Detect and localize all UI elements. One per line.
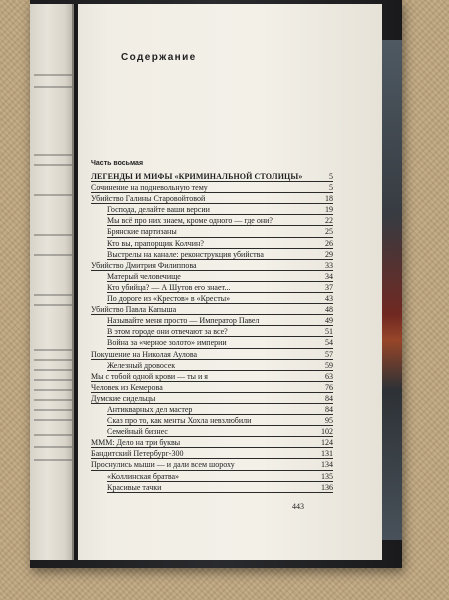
toc-entry-page: 57 bbox=[325, 349, 333, 359]
toc-entry-title: Железный дровосек bbox=[107, 360, 176, 370]
toc-entry-page: 43 bbox=[325, 294, 333, 304]
toc-page bbox=[78, 4, 382, 560]
toc-entry bbox=[91, 182, 333, 193]
toc-entry bbox=[91, 437, 333, 448]
toc-entry bbox=[91, 215, 333, 226]
toc-entry-title: Называйте меня просто — Император Павел bbox=[107, 316, 260, 326]
toc-entry-page: 76 bbox=[325, 382, 333, 392]
toc-entry-title: Убийство Павла Капыша bbox=[91, 305, 177, 315]
toc-entry-title: Кто убийца? — А Шутов его знает... bbox=[107, 282, 231, 292]
toc-entry bbox=[91, 304, 333, 315]
toc-entry-title: Мы всё про них знаем, кроме одного — где они? bbox=[107, 216, 273, 226]
toc-entry bbox=[91, 482, 333, 493]
contents-heading: Содержание bbox=[121, 52, 197, 63]
toc-entry-page: 34 bbox=[325, 271, 333, 281]
toc-entry-page: 48 bbox=[325, 305, 333, 315]
left-page-edge bbox=[30, 4, 74, 560]
toc-entry bbox=[91, 404, 333, 415]
toc-entry bbox=[91, 260, 333, 271]
toc-entry bbox=[91, 204, 333, 215]
toc-entry bbox=[91, 415, 333, 426]
toc-entry-title: Антикварных дел мастер bbox=[107, 404, 193, 414]
toc-entry-page: 134 bbox=[321, 460, 333, 470]
toc-entry-title: Война за «черное золото» империи bbox=[107, 338, 227, 348]
toc-entry-title: В этом городе они отвечают за все? bbox=[107, 327, 228, 337]
toc-entry-page: 5 bbox=[329, 183, 333, 193]
toc-entry-title: МММ: Дело на три буквы bbox=[91, 438, 181, 448]
toc-entry-title: Кто вы, прапорщик Колчин? bbox=[107, 238, 204, 248]
toc-entry-page: 5 bbox=[329, 172, 333, 181]
toc-entry-page: 95 bbox=[325, 416, 333, 426]
toc-entry-title: Покушение на Николая Аулова bbox=[91, 349, 198, 359]
toc-entry-page: 22 bbox=[325, 216, 333, 226]
toc-entry-title: Человек из Кемерова bbox=[91, 382, 163, 392]
toc-entry-title: Господа, делайте ваши версии bbox=[107, 205, 210, 215]
toc-entry-title: ЛЕГЕНДЫ И МИФЫ «КРИМИНАЛЬНОЙ СТОЛИЦЫ» bbox=[91, 172, 303, 181]
toc-entry-page: 29 bbox=[325, 249, 333, 259]
toc-entry bbox=[91, 337, 333, 348]
toc-entry-title: Убийство Галины Старовойтовой bbox=[91, 194, 206, 204]
toc-entry-page: 26 bbox=[325, 238, 333, 248]
toc-entry-page: 18 bbox=[325, 194, 333, 204]
toc-entry bbox=[91, 459, 333, 470]
toc-entry bbox=[91, 315, 333, 326]
page-number: 443 bbox=[292, 502, 304, 511]
toc-entry bbox=[91, 426, 333, 437]
toc-entry bbox=[91, 193, 333, 204]
toc-entry-title: Выстрелы на канале: реконструкция убийства bbox=[107, 249, 264, 259]
toc-entry-page: 54 bbox=[325, 338, 333, 348]
toc-entry bbox=[91, 471, 333, 482]
toc-entry bbox=[91, 360, 333, 371]
toc-entry-title: Матерый человечище bbox=[107, 271, 181, 281]
toc-entry bbox=[91, 448, 333, 459]
toc-entry bbox=[91, 171, 333, 182]
toc-entry-title: Красивые тачки bbox=[107, 482, 162, 492]
part-label: Часть восьмая bbox=[91, 160, 144, 167]
toc-entry-page: 37 bbox=[325, 282, 333, 292]
toc-entry-title: Сказ про то, как менты Хохла невзлюбили bbox=[107, 416, 252, 426]
toc-entry-rule bbox=[107, 492, 333, 493]
toc-entry-page: 63 bbox=[325, 371, 333, 381]
toc-entry bbox=[91, 238, 333, 249]
toc-entry-page: 136 bbox=[321, 482, 333, 492]
toc-entry-title: «Коллинская братва» bbox=[107, 471, 180, 481]
toc-entry-page: 59 bbox=[325, 360, 333, 370]
toc-entry-title: По дороге из «Крестов» в «Кресты» bbox=[107, 294, 231, 304]
toc-entry-page: 51 bbox=[325, 327, 333, 337]
toc-entry bbox=[91, 349, 333, 360]
toc-entry-page: 131 bbox=[321, 449, 333, 459]
toc-entry bbox=[91, 282, 333, 293]
toc-list bbox=[91, 171, 333, 493]
toc-entry-title: Семейный бизнес bbox=[107, 427, 168, 437]
toc-entry-page: 84 bbox=[325, 393, 333, 403]
toc-entry bbox=[91, 226, 333, 237]
toc-entry bbox=[91, 326, 333, 337]
toc-entry-page: 33 bbox=[325, 260, 333, 270]
cover-edge-art bbox=[382, 40, 402, 540]
toc-entry-title: Проснулись мыши — и дали всем шороху bbox=[91, 460, 235, 470]
toc-entry-page: 102 bbox=[321, 427, 333, 437]
toc-entry-title: Брянские партизаны bbox=[107, 227, 177, 237]
toc-entry bbox=[91, 293, 333, 304]
toc-entry-title: Убийство Дмитрия Филиппова bbox=[91, 260, 197, 270]
toc-entry-title: Сочинение на подневольную тему bbox=[91, 183, 208, 193]
toc-entry-page: 25 bbox=[325, 227, 333, 237]
toc-entry bbox=[91, 249, 333, 260]
toc-entry-title: Мы с тобой одной крови — ты и я bbox=[91, 371, 208, 381]
toc-entry-page: 135 bbox=[321, 471, 333, 481]
toc-entry-page: 19 bbox=[325, 205, 333, 215]
toc-entry bbox=[91, 371, 333, 382]
toc-entry bbox=[91, 271, 333, 282]
toc-entry bbox=[91, 393, 333, 404]
toc-entry-title: Бандитский Петербург-300 bbox=[91, 449, 184, 459]
toc-entry bbox=[91, 382, 333, 393]
toc-entry-page: 124 bbox=[321, 438, 333, 448]
toc-entry-page: 49 bbox=[325, 316, 333, 326]
toc-entry-page: 84 bbox=[325, 404, 333, 414]
toc-entry-title: Думские сидельцы bbox=[91, 393, 156, 403]
